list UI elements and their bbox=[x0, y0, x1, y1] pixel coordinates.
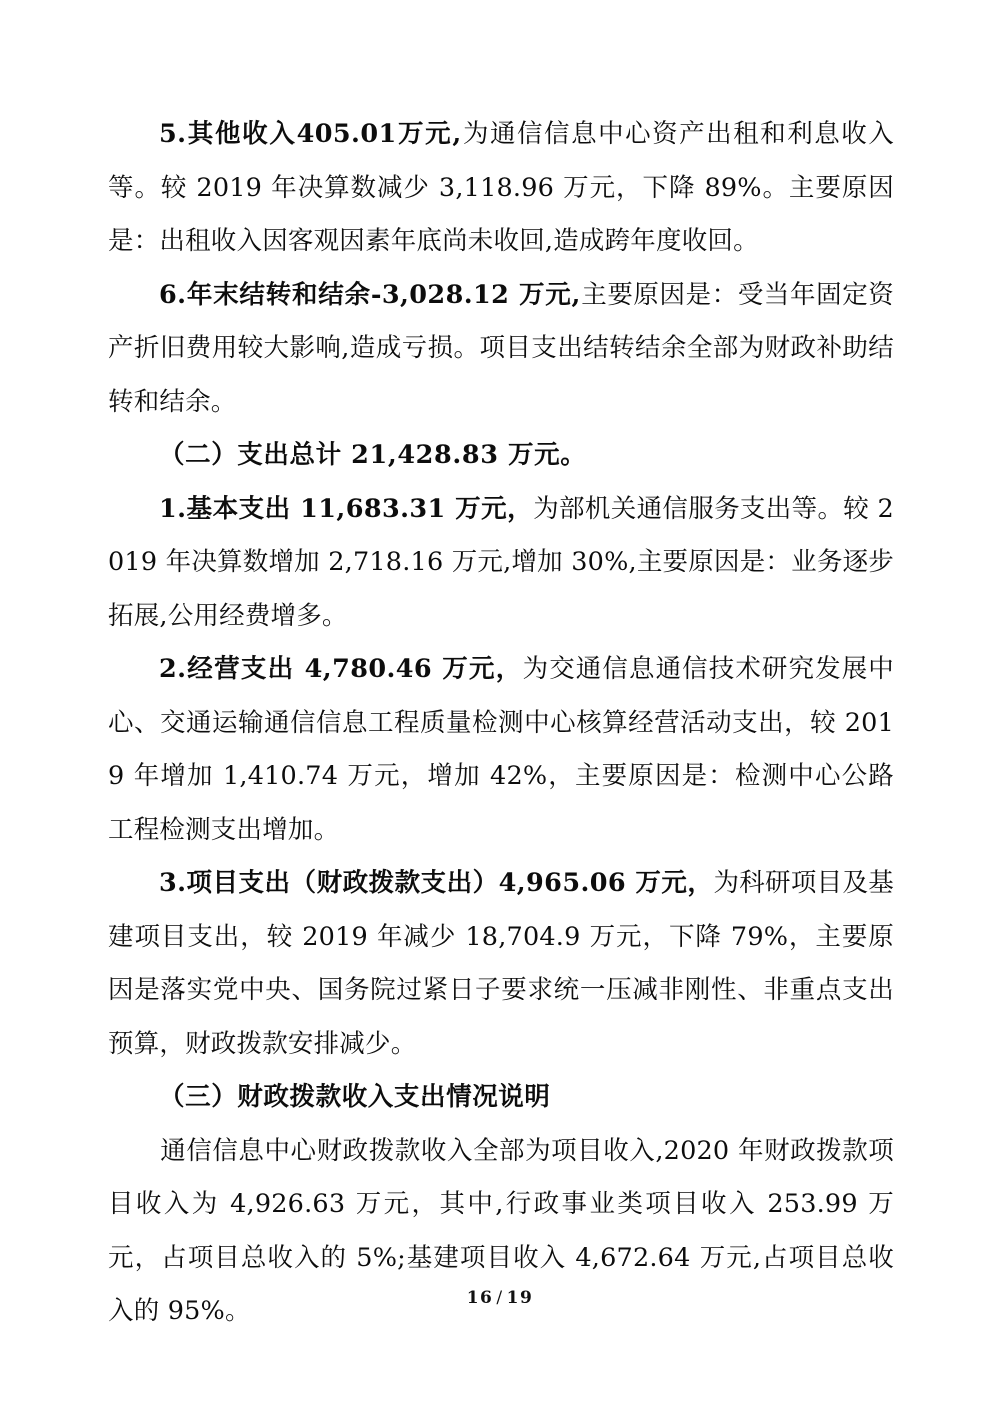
paragraph-year-end-carryover bbox=[108, 269, 894, 430]
paragraph-text-year-end-carryover: 主要原因是：受当年固定资产折旧费用较大影响,造成亏损。项目支出结转结余全部为财政补助结转和结余。 bbox=[108, 279, 894, 417]
paragraph-lead-year-end-carryover: 6.年末结转和结余-3,028.12 万元, bbox=[159, 279, 581, 310]
paragraph-basic-expenditure bbox=[108, 483, 894, 644]
paragraph-text-operating-expenditure: 为交通信息通信技术研究发展中心、交通运输通信信息工程质量检测中心核算经营活动支出，较 2019 年增加 1,410.74 万元，增加 42%，主要原因是：检测中心公路工程检测支出增加。 bbox=[108, 654, 894, 845]
heading-fiscal-appropriation: （三）财政拨款收入支出情况说明 bbox=[159, 1082, 551, 1112]
paragraph-lead-basic-expenditure: 1.基本支出 11,683.31 万元， bbox=[159, 493, 534, 524]
paragraph-fiscal-appropriation-body: 通信信息中心财政拨款收入全部为项目收入,2020 年财政拨款项目收入为 4,926.63 万元，其中,行政事业类项目收入 253.99 万元，占项目总收入的 5%;基建项目收入 4,672.64 万元,占项目总收入的 95%。 bbox=[108, 1135, 894, 1326]
paragraph-text-basic-expenditure: 为部机关通信服务支出等。较 2019 年决算数增加 2,718.16 万元,增加 30%,主要原因是：业务逐步拓展,公用经费增多。 bbox=[108, 493, 894, 631]
page-footer bbox=[0, 1288, 1000, 1308]
page-number-total: 19 bbox=[506, 1288, 534, 1308]
page-number-current: 16 bbox=[466, 1288, 494, 1308]
paragraph-lead-operating-expenditure: 2.经营支出 4,780.46 万元， bbox=[159, 654, 523, 684]
paragraph-operating-expenditure bbox=[108, 643, 894, 857]
page-body bbox=[108, 108, 894, 1339]
paragraph-other-income bbox=[108, 108, 894, 269]
paragraph-text-project-expenditure: 为科研项目及基建项目支出，较 2019 年减少 18,704.9 万元，下降 79%，主要原因是落实党中央、国务院过紧日子要求统一压减非刚性、非重点支出预算，财政拨款安排减少。 bbox=[108, 868, 894, 1059]
paragraph-lead-project-expenditure: 3.项目支出（财政拨款支出）4,965.06 万元， bbox=[159, 868, 714, 898]
page-number-separator: / bbox=[496, 1288, 504, 1308]
heading-total-expenditure: （二）支出总计 21,428.83 万元。 bbox=[159, 440, 587, 470]
paragraph-lead-other-income: 5.其他收入405.01万元, bbox=[159, 119, 462, 149]
paragraph-text-other-income: 为通信信息中心资产出租和利息收入等。较 2019 年决算数减少 3,118.96 万元，下降 89%。主要原因是：出租收入因客观因素年底尚未收回,造成跨年度收回。 bbox=[108, 119, 895, 256]
paragraph-project-expenditure bbox=[108, 857, 894, 1071]
